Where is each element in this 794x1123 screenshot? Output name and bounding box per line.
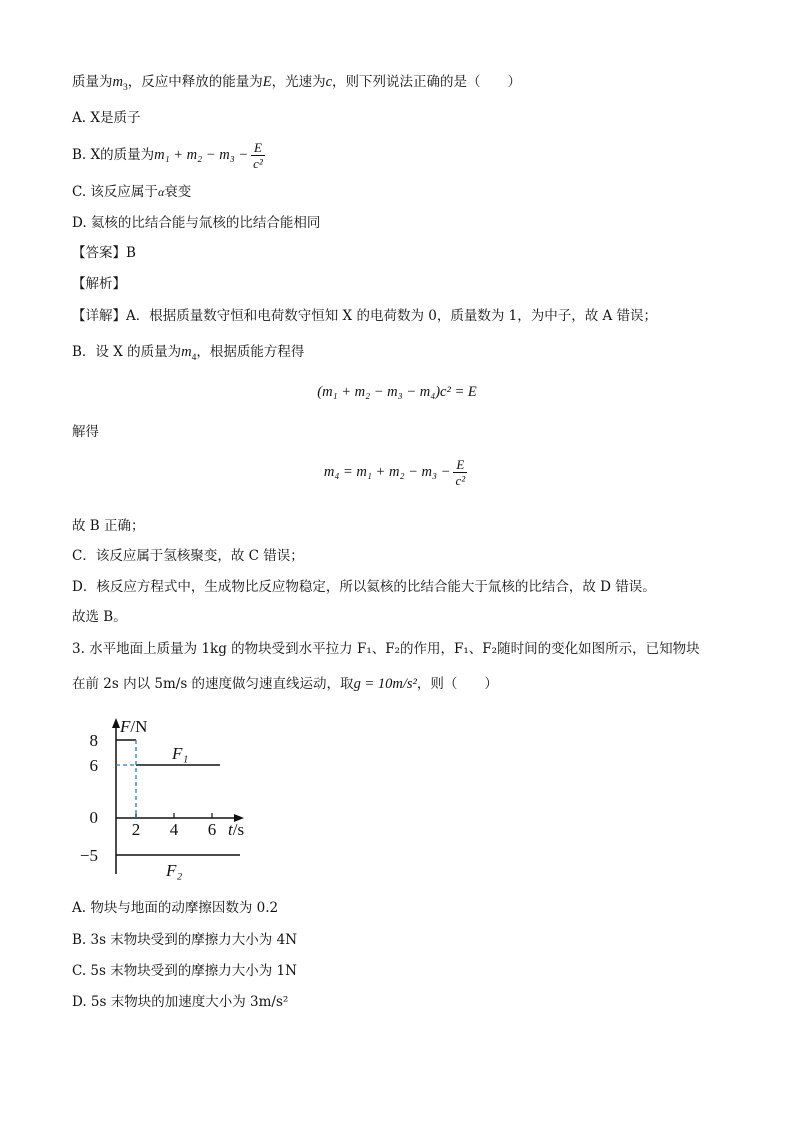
q2-stem-line: 质量为$m_3$，反应中释放的能量为E，光速为c，则下列说法正确的是（ ） — [72, 74, 522, 93]
q3-option-b: B. 3s 末物块受到的摩擦力大小为 4N — [72, 932, 298, 948]
q3-option-c: C. 5s 末物块受到的摩擦力大小为 1N — [72, 963, 297, 979]
q2-b-correct: 故 B 正确； — [72, 518, 145, 534]
q3-option-a: A. 物块与地面的动摩擦因数为 0.2 — [72, 900, 279, 916]
y-axis-label: F/N — [120, 717, 148, 736]
q2-choose: 故选 B。 — [72, 609, 127, 625]
y-tick-label-8: 8 — [89, 731, 98, 750]
equation-mass-energy: (m₁ + m₂ − m₃ − m₄)c² = E — [317, 384, 477, 400]
y-tick-label-neg5: −5 — [79, 846, 98, 865]
q2-option-a: A. X是质子 — [72, 110, 141, 126]
equation-m4: m₄ = m₁ + m₂ − m₃ − $\frac{E}{\text{c²}}$ — [0, 457, 794, 488]
f2-label: F₂ — [166, 861, 183, 880]
q2-analysis-heading: 【解析】 — [72, 276, 126, 292]
q2-option-c: C. 该反应属于α衰变 — [72, 184, 192, 200]
q2-answer: 【答案】B — [72, 245, 136, 261]
x-axis-label: t/s — [228, 820, 245, 839]
x-tick-label-6: 6 — [207, 820, 217, 839]
force-time-graph — [76, 716, 266, 881]
origin-label: 0 — [89, 808, 98, 827]
q2-detail-d: D．核反应方程式中，生成物比反应物稳定，所以氦核的比结合能大于氚核的比结合，故 D 错误。 — [72, 579, 656, 595]
y-axis-arrow-icon — [112, 718, 120, 728]
energy-symbol: E — [262, 74, 272, 90]
q3-stem-line1: 3. 水平地面上质量为 1kg 的物块受到水平拉力 F₁、F₂的作用，F₁、F₂随时间的变化如图所示，已知物块 — [72, 641, 700, 657]
q2-detail-c: C．该反应属于氢核聚变，故 C 错误； — [72, 548, 304, 564]
q2-option-b: B. X的质量为m₁ + m₂ − m₃ − $\frac{E}{\text{c²}}$ — [72, 140, 268, 171]
q2-solve-label: 解得 — [72, 424, 99, 440]
light-speed-symbol: c — [325, 74, 333, 90]
y-tick-label-6: 6 — [89, 756, 98, 775]
alpha-symbol: α — [157, 185, 165, 199]
q2-detail-b: B．设 X 的质量为$m_4$，根据质能方程得 — [72, 344, 305, 363]
q3-stem-line2: 在前 2s 内以 5m/s 的速度做匀速直线运动，取g = 10m/s²，则（ ） — [72, 676, 498, 692]
m3-symbol: $m_3$ — [112, 74, 128, 93]
option-b-expression: m₁ + m₂ − m₃ − — [154, 147, 249, 163]
f1-label: F₁ — [172, 744, 189, 763]
option-b-fraction: $\frac{E}{\text{c²}}$ — [250, 140, 266, 171]
q2-stem-text: 质量为 — [72, 74, 113, 90]
x-tick-label-4: 4 — [169, 820, 179, 839]
m4-symbol: $m_4$ — [181, 344, 197, 363]
equation-m4-fraction: $\frac{E}{\text{c²}}$ — [452, 457, 468, 488]
gravity-value: g = 10m/s² — [353, 676, 417, 692]
x-tick-label-2: 2 — [131, 820, 141, 839]
q3-option-d: D. 5s 末物块的加速度大小为 3m/s² — [72, 994, 289, 1010]
q2-option-d: D. 氦核的比结合能与氚核的比结合能相同 — [72, 215, 321, 231]
q2-detail-a: 【详解】A．根据质量数守恒和电荷数守恒知 X 的电荷数为 0，质量数为 1，为中子，故 A 错误； — [72, 308, 658, 324]
